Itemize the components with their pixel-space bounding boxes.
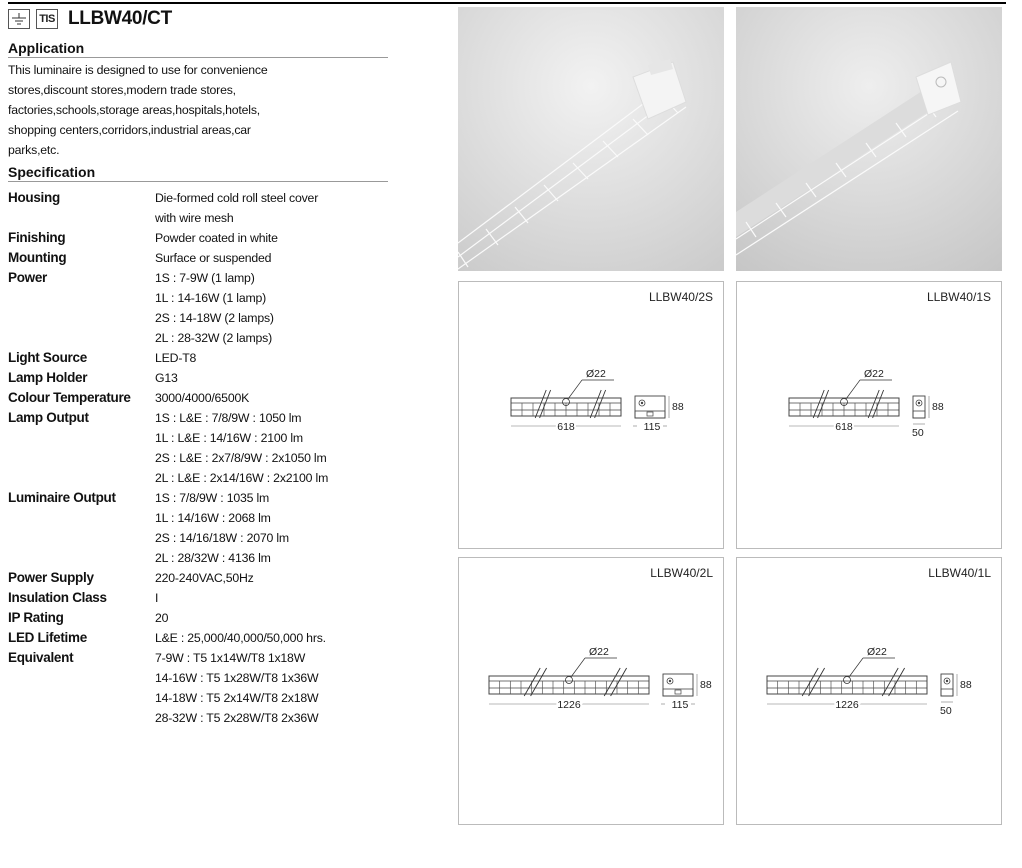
diameter-label: Ø22	[867, 646, 887, 658]
width-label: 50	[912, 427, 924, 439]
spec-value: 3000/4000/6500K	[155, 391, 250, 405]
spec-value: 20	[155, 611, 169, 625]
application-line: factories,schools,storage areas,hospitals,hotels,	[8, 103, 260, 117]
lamp-cap	[647, 412, 653, 416]
spec-label: Lamp Holder	[8, 370, 88, 385]
panel-title: LLBW40/1S	[926, 290, 991, 304]
model-title: LLBW40/CT	[68, 8, 172, 29]
dimension-drawing	[737, 282, 1003, 550]
application-text	[8, 60, 298, 160]
spec-label: LED Lifetime	[8, 630, 87, 645]
spec-row	[8, 348, 395, 368]
spec-values	[155, 608, 395, 628]
break-mark	[540, 390, 551, 418]
end-view	[635, 396, 665, 418]
spec-value: L&E : 25,000/40,000/50,000 hrs.	[155, 631, 326, 645]
diameter-label: Ø22	[589, 646, 609, 658]
break-mark	[524, 668, 540, 696]
spec-label: Colour Temperature	[8, 390, 131, 405]
spec-label: Insulation Class	[8, 590, 107, 605]
spec-row	[8, 228, 395, 248]
spec-value: LED-T8	[155, 351, 197, 365]
spec-value: 220-240VAC,50Hz	[155, 571, 254, 585]
dimension-panel-llbw40-1s	[736, 281, 1002, 549]
ground-symbol-icon	[8, 9, 30, 29]
tis-label: TIS	[39, 13, 55, 25]
spec-value: 14-18W : T5 2x14W/T8 2x18W	[155, 691, 319, 705]
height-label: 88	[932, 401, 944, 413]
spec-row	[8, 648, 395, 728]
length-label: 618	[557, 421, 575, 433]
width-label: 115	[643, 421, 661, 433]
spec-label: Housing	[8, 190, 60, 205]
spec-label: Luminaire Output	[8, 490, 116, 505]
spec-value: 1S : L&E : 7/8/9W : 1050 lm	[155, 411, 302, 425]
end-view-base	[913, 411, 925, 418]
spec-values	[155, 268, 395, 348]
spec-values	[155, 628, 395, 648]
break-mark	[868, 390, 879, 418]
spec-value: 1L : 14-16W (1 lamp)	[155, 291, 267, 305]
spec-values	[155, 648, 395, 728]
spec-value: 2S : L&E : 2x7/8/9W : 2x1050 lm	[155, 451, 327, 465]
diameter-label: Ø22	[586, 368, 606, 380]
specification-heading: Specification	[8, 164, 388, 182]
diameter-label: Ø22	[864, 368, 884, 380]
specification-table	[8, 188, 395, 728]
end-view	[663, 674, 693, 696]
spec-row	[8, 388, 395, 408]
length-label: 1226	[835, 699, 859, 711]
spec-value: 1L : 14/16W : 2068 lm	[155, 511, 271, 525]
spec-values	[155, 348, 395, 368]
spec-row	[8, 188, 395, 228]
application-line: shopping centers,corridors,industrial areas,car	[8, 123, 251, 137]
height-label: 88	[700, 679, 712, 691]
spec-values	[155, 408, 395, 488]
spec-values	[155, 588, 395, 608]
spec-label: Power Supply	[8, 570, 94, 585]
application-line: parks,etc.	[8, 143, 60, 157]
length-label: 1226	[557, 699, 581, 711]
product-photo-1-lamp	[736, 7, 1002, 271]
end-view-base	[941, 689, 953, 696]
lamp-socket-pin	[946, 680, 948, 682]
break-mark	[809, 668, 825, 696]
spec-values	[155, 488, 395, 568]
top-rule	[8, 2, 1006, 4]
end-view	[913, 396, 925, 418]
spec-value: Powder coated in white	[155, 231, 278, 245]
tis-mark-icon	[36, 9, 58, 29]
panel-title: LLBW40/2S	[648, 290, 713, 304]
spec-value: I	[155, 591, 159, 605]
spec-value: Die-formed cold roll steel cover	[155, 191, 319, 205]
leader-line	[568, 380, 582, 399]
panel-title: LLBW40/2L	[650, 566, 713, 580]
spec-label: Mounting	[8, 250, 67, 265]
break-mark	[611, 668, 627, 696]
luminaire-body	[489, 676, 649, 694]
spec-value: Surface or suspended	[155, 251, 272, 265]
dimension-drawing	[459, 558, 725, 826]
spec-label: Equivalent	[8, 650, 74, 665]
spec-value: 2L : L&E : 2x14/16W : 2x2100 lm	[155, 471, 329, 485]
end-view	[941, 674, 953, 696]
spec-row	[8, 248, 395, 268]
break-mark	[531, 668, 547, 696]
hole-marker	[844, 677, 851, 684]
spec-value: 2S : 14/16/18W : 2070 lm	[155, 531, 289, 545]
application-line: This luminaire is designed to use for convenience	[8, 63, 268, 77]
spec-value: 1S : 7-9W (1 lamp)	[155, 271, 255, 285]
luminaire-body	[767, 676, 927, 694]
application-line: stores,discount stores,modern trade stores,	[8, 83, 236, 97]
lamp-cap	[675, 690, 681, 694]
break-mark	[590, 390, 601, 418]
break-mark	[873, 390, 884, 418]
dimension-panel-llbw40-2l	[458, 557, 724, 825]
spec-row	[8, 368, 395, 388]
leader-line	[571, 658, 585, 677]
spec-value: 2L : 28-32W (2 lamps)	[155, 331, 272, 345]
spec-label: Finishing	[8, 230, 66, 245]
leader-line	[849, 658, 863, 677]
break-mark	[813, 390, 824, 418]
spec-value: 28-32W : T5 2x28W/T8 2x36W	[155, 711, 319, 725]
spec-values	[155, 188, 395, 228]
spec-value: G13	[155, 371, 178, 385]
leader-line	[846, 380, 860, 399]
spec-row	[8, 488, 395, 568]
break-mark	[535, 390, 546, 418]
dimension-panel-llbw40-2s	[458, 281, 724, 549]
break-mark	[818, 390, 829, 418]
break-mark	[889, 668, 905, 696]
break-mark	[802, 668, 818, 696]
spec-values	[155, 388, 395, 408]
spec-row	[8, 588, 395, 608]
spec-value: 2S : 14-18W (2 lamps)	[155, 311, 274, 325]
spec-row	[8, 568, 395, 588]
spec-row	[8, 268, 395, 348]
height-label: 88	[672, 401, 684, 413]
spec-value: 1L : L&E : 14/16W : 2100 lm	[155, 431, 303, 445]
spec-values	[155, 248, 395, 268]
spec-value: 7-9W : T5 1x14W/T8 1x18W	[155, 651, 306, 665]
product-header	[8, 8, 172, 30]
spec-label: Lamp Output	[8, 410, 89, 425]
spec-values	[155, 568, 395, 588]
spec-row	[8, 628, 395, 648]
spec-row	[8, 408, 395, 488]
lamp-socket-pin	[918, 402, 920, 404]
application-heading: Application	[8, 40, 388, 58]
hole-marker	[566, 677, 573, 684]
spec-values	[155, 368, 395, 388]
spec-value: 1S : 7/8/9W : 1035 lm	[155, 491, 270, 505]
dimension-drawing	[459, 282, 725, 550]
spec-values	[155, 228, 395, 248]
width-label: 50	[940, 705, 952, 717]
dimension-drawing	[737, 558, 1003, 826]
height-label: 88	[960, 679, 972, 691]
dimension-panel-llbw40-1l	[736, 557, 1002, 825]
length-label: 618	[835, 421, 853, 433]
product-photo-2-lamp	[458, 7, 724, 271]
break-mark	[595, 390, 606, 418]
spec-label: IP Rating	[8, 610, 64, 625]
panel-title: LLBW40/1L	[928, 566, 991, 580]
lamp-socket-pin	[641, 402, 643, 404]
spec-value: with wire mesh	[155, 211, 234, 225]
lamp-socket-pin	[669, 680, 671, 682]
spec-value: 14-16W : T5 1x28W/T8 1x36W	[155, 671, 319, 685]
spec-value: 2L : 28/32W : 4136 lm	[155, 551, 271, 565]
width-label: 115	[671, 699, 689, 711]
spec-label: Power	[8, 270, 48, 285]
spec-label: Light Source	[8, 350, 87, 365]
spec-row	[8, 608, 395, 628]
